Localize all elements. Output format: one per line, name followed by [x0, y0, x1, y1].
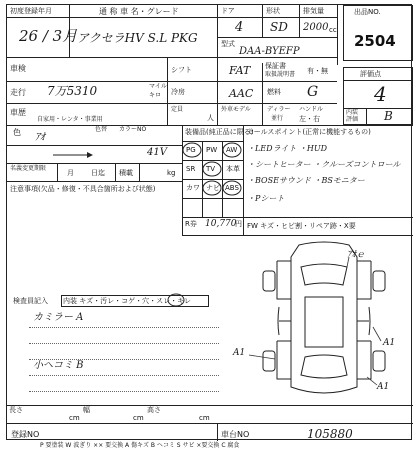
divider — [262, 81, 263, 125]
first-reg-value: 26 / 3月 — [19, 27, 78, 45]
inspection-label: 車検 — [10, 64, 26, 73]
divider — [7, 81, 337, 82]
divider — [182, 235, 413, 236]
displacement-label: 排気量 — [303, 7, 324, 15]
header-divider — [7, 57, 337, 58]
equip-item: PG — [186, 146, 196, 154]
divider — [7, 405, 413, 406]
selling-point: ・シートヒーター ・クルーズコントロール — [247, 160, 401, 169]
inspector-note: カミラー A — [33, 312, 84, 323]
diagram-mark: A1 — [233, 348, 246, 358]
fuel-label: 燃料 — [267, 88, 281, 96]
selling-points-title: セールスポイント(正常に機能するもの) — [247, 128, 371, 136]
inspector-line — [29, 327, 219, 328]
r-label: R券 — [185, 220, 197, 228]
mileage-unit-mile: マイル — [149, 83, 167, 90]
divider — [366, 108, 367, 124]
model-grade-value: アクセラHV S.L PKG — [77, 31, 198, 45]
inspector-line — [29, 391, 219, 392]
inspector-note: 小ヘコミ B — [33, 360, 84, 371]
divider — [337, 5, 338, 65]
height-unit: cm — [199, 414, 210, 422]
color-no-label: 色替 — [95, 126, 108, 133]
r-value: 10,770 — [205, 219, 237, 229]
dealer-sub: 並行 — [271, 115, 284, 122]
selling-point: ・Pシート — [247, 194, 285, 203]
score-label: 評価点 — [360, 70, 381, 78]
name-change-label: 名義変更期限 — [10, 165, 47, 172]
interior-sub: 評価 — [346, 116, 359, 123]
history-label: 車歴 — [10, 108, 26, 117]
divider — [217, 37, 337, 38]
model-grade-label: 通 称 車 名・グレード — [99, 7, 179, 16]
auction-sheet — [6, 4, 412, 440]
diagram-mark: A1 — [377, 382, 390, 392]
equip-item: AW — [226, 146, 238, 154]
selling-point: ・BOSEサウンド ・BSモニター — [247, 176, 365, 185]
shape-label: 形状 — [266, 7, 280, 15]
height-label: 高さ — [147, 406, 161, 414]
displacement-value: 2000 — [303, 22, 329, 33]
chassis-label: 車台NO — [221, 430, 250, 439]
color-change-arrow-icon — [53, 150, 133, 160]
divider — [217, 57, 218, 125]
shift-label: シフト — [171, 66, 192, 74]
chassis-value: 105880 — [307, 427, 353, 441]
fuel-value: G — [307, 84, 319, 100]
reg-no-label: 登録NO — [11, 430, 40, 439]
length-label: 長さ — [9, 406, 23, 414]
inspector-categories: 内装 キズ・汚レ・コゲ・穴・スレ・キレ — [63, 297, 192, 305]
color-no-value: 41V — [147, 147, 167, 158]
notes-label: 注意事項(欠品・修復・不具合箇所および状態) — [10, 185, 156, 193]
equip-item: TV — [206, 165, 216, 173]
damage-code-legend: P 要塗装 W 波ぎり ×× 要交換 A 傷キズ B ヘコミ S サビ ×要交換 C 腐食 — [40, 442, 240, 449]
width-unit: cm — [133, 414, 144, 422]
divider — [7, 181, 182, 182]
cargo-unit: kg — [167, 169, 176, 177]
color-value: ｱｵ — [35, 132, 45, 143]
mileage-label: 走行 — [10, 88, 26, 97]
ac-label: 冷房 — [171, 88, 185, 96]
fw-legend: FW キズ・ヒビ割・リペア跡・X要 — [247, 222, 356, 230]
divider — [115, 163, 116, 181]
color-no-sub: カラーNO — [119, 126, 147, 133]
name-change-month: 月 — [67, 169, 74, 177]
lot-label: 出品NO. — [354, 8, 381, 16]
warranty-label: 保証書 — [265, 62, 286, 70]
equip-item: ABS — [225, 184, 239, 192]
doors-value: 4 — [235, 20, 244, 35]
length-unit: cm — [69, 414, 80, 422]
warranty-options: 有・無 — [307, 67, 328, 75]
model-code-value: DAA-BYEFP — [239, 46, 300, 57]
divider — [7, 103, 337, 104]
lot-value: 2504 — [354, 32, 396, 50]
warranty-sub: 取扱説明書 — [265, 71, 296, 78]
inspector-line — [29, 375, 219, 376]
divider — [243, 125, 244, 235]
ac-value: AAC — [229, 87, 254, 100]
divider — [217, 5, 218, 57]
divider — [7, 145, 182, 146]
lot-box — [343, 5, 413, 61]
equip-item: 本革 — [226, 165, 240, 173]
divider — [344, 80, 412, 81]
divider — [7, 163, 182, 164]
dealer-label: ディラー — [267, 106, 291, 113]
shape-value: SD — [270, 20, 288, 34]
divider — [182, 198, 243, 199]
inspector-label: 検査員記入 — [13, 297, 48, 305]
divider — [299, 5, 300, 37]
equipment-title: 装備品(純正品に限る) — [185, 128, 254, 136]
diagram-mark: A1 — [383, 338, 396, 348]
model-code-label: 型式 — [221, 40, 235, 48]
divider — [139, 163, 140, 181]
color-label: 色 — [13, 128, 21, 137]
divider — [167, 57, 168, 125]
equip-item: SR — [186, 165, 196, 173]
name-change-day: 日迄 — [91, 169, 105, 177]
ext-color-label: 外車モデル — [221, 106, 251, 113]
first-reg-label: 初度登録年月 — [10, 7, 52, 15]
interior-value: B — [384, 109, 393, 123]
selling-point: ・LEDライト ・HUD — [247, 144, 328, 153]
divider — [182, 217, 413, 218]
divider — [7, 125, 413, 126]
doors-label: ドア — [221, 7, 235, 15]
capacity-unit: 人 — [207, 114, 214, 122]
handle-label: ハンドル — [299, 106, 324, 113]
interior-label: 内装 — [346, 109, 359, 116]
score-value: 4 — [374, 82, 387, 106]
shift-value: FAT — [229, 64, 251, 77]
displacement-unit: cc — [329, 26, 337, 34]
diagram-leader-lines — [239, 237, 409, 407]
equip-item: PW — [206, 146, 218, 154]
divider — [217, 423, 218, 441]
inspector-line — [29, 343, 219, 344]
equip-item: カワ — [186, 184, 200, 192]
header-label-divider — [7, 17, 337, 18]
score-box — [343, 67, 413, 125]
divider — [7, 423, 413, 424]
inspector-mark-circle — [162, 293, 192, 307]
diagram-mark: ｱｵｅ — [347, 250, 366, 260]
capacity-label: 定員 — [171, 106, 184, 113]
mileage-unit-km: キロ — [149, 92, 162, 99]
handle-options: 左・右 — [299, 115, 320, 123]
mileage-value: 7万5310 — [47, 84, 98, 98]
width-label: 幅 — [83, 406, 90, 414]
history-options: 自家用・レンタ・事業用 — [37, 116, 103, 123]
r-unit: 円 — [235, 220, 242, 228]
equip-item: ナビ — [206, 184, 220, 192]
equipment-circle-marks — [182, 141, 243, 198]
divider — [262, 5, 263, 37]
divider — [262, 63, 263, 81]
divider — [57, 163, 58, 181]
cargo-label: 積載 — [119, 169, 133, 177]
